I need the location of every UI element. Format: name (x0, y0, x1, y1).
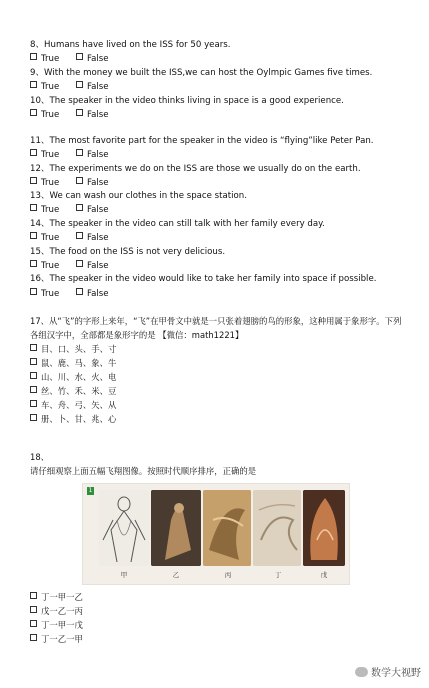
option-true[interactable]: True (30, 233, 59, 243)
q18-option-4[interactable]: 丁一乙一甲 (30, 634, 83, 645)
checkbox-icon (30, 149, 37, 156)
figure-badge: 1 (88, 487, 93, 494)
checkbox-icon (76, 109, 83, 116)
option-true[interactable]: True (30, 205, 59, 215)
option-false[interactable]: False (76, 110, 109, 120)
question-18-number: 18、 (30, 452, 50, 462)
option-false[interactable]: False (76, 261, 109, 271)
image-wu (303, 490, 345, 566)
question-17: 17、从“飞”的字形上来年，“飞”在甲骨文中就是一只张着翅膀的鸟的形象，这种用属于象形字。下列各组汉字中，全部都是象形字的是 【微信：math1221】 (30, 316, 402, 340)
tf-options-14 (30, 232, 123, 244)
q17-option-3[interactable]: 山、川、水、火、电 (30, 372, 116, 383)
relief-carving (203, 490, 251, 566)
question-13: 13、We can wash our clothes in the space station. (30, 191, 247, 201)
q17-option-1[interactable]: 目、口、头、手、寸 (30, 344, 116, 355)
tf-options-13 (30, 204, 123, 216)
feathered-figure-drawing (99, 490, 149, 566)
option-true[interactable]: True (30, 261, 59, 271)
tf-options-16 (30, 288, 123, 300)
q18-option-3[interactable]: 丁一甲一戊 (30, 620, 83, 631)
checkbox-icon (30, 414, 37, 421)
checkbox-icon (30, 372, 37, 379)
question-12: 12、The experiments we do on the ISS are those we usually do on the earth. (30, 164, 361, 174)
checkbox-icon (30, 344, 37, 351)
image-jia (99, 490, 149, 566)
mural-painting (253, 490, 301, 566)
option-false[interactable]: False (76, 82, 109, 92)
image-ding (253, 490, 301, 566)
tf-options-9 (30, 81, 123, 93)
question-14: 14、The speaker in the video can still talk with her family every day. (30, 219, 325, 229)
option-true[interactable]: True (30, 82, 59, 92)
checkbox-icon (30, 53, 37, 60)
option-false[interactable]: False (76, 178, 109, 188)
checkbox-icon (76, 149, 83, 156)
tf-options-12 (30, 177, 123, 189)
checkbox-icon (30, 81, 37, 88)
checkbox-icon (30, 634, 37, 641)
checkbox-icon (30, 177, 37, 184)
label-ding: 丁 (274, 571, 282, 579)
question-8: 8、Humans have lived on the ISS for 50 years. (30, 40, 231, 50)
question-16: 16、The speaker in the video would like to take her family into space if possible. (30, 274, 377, 284)
tf-options-15 (30, 260, 123, 272)
option-false[interactable]: False (76, 205, 109, 215)
option-true[interactable]: True (30, 150, 59, 160)
checkbox-icon (76, 232, 83, 239)
option-false[interactable]: False (76, 150, 109, 160)
question-11: 11、The most favorite part for the speaker in the video is “flying”like Peter Pan. (30, 136, 374, 146)
checkbox-icon (30, 232, 37, 239)
q17-option-2[interactable]: 鼠、鹿、马、象、牛 (30, 358, 116, 369)
question-9: 9、With the money we built the ISS,we can host the Oylmpic Games five times. (30, 68, 373, 78)
checkbox-icon (30, 592, 37, 599)
label-wu: 戊 (320, 571, 328, 579)
checkbox-icon (76, 177, 83, 184)
label-jia: 甲 (120, 571, 128, 579)
option-false[interactable]: False (76, 289, 109, 299)
tf-options-8 (30, 53, 123, 65)
checkbox-icon (76, 260, 83, 267)
sculpture-figure (151, 490, 201, 566)
question-15: 15、The food on the ISS is not very delicious. (30, 247, 226, 257)
checkbox-icon (30, 288, 37, 295)
checkbox-icon (30, 386, 37, 393)
option-false[interactable]: False (76, 54, 109, 64)
q17-option-6[interactable]: 册、卜、甘、兆、心 (30, 414, 116, 425)
checkbox-icon (30, 606, 37, 613)
checkbox-icon (30, 358, 37, 365)
q18-option-2[interactable]: 戊一乙一丙 (30, 606, 83, 617)
checkbox-icon (30, 400, 37, 407)
q18-option-1[interactable]: 丁一甲一乙 (30, 592, 83, 603)
ceramic-piece (303, 490, 345, 566)
label-yi: 乙 (172, 571, 180, 579)
option-true[interactable]: True (30, 54, 59, 64)
checkbox-icon (30, 260, 37, 267)
checkbox-icon (76, 81, 83, 88)
checkbox-icon (76, 53, 83, 60)
option-false[interactable]: False (76, 233, 109, 243)
tf-options-10 (30, 109, 123, 121)
q17-option-5[interactable]: 车、舟、弓、矢、从 (30, 400, 116, 411)
option-true[interactable]: True (30, 289, 59, 299)
checkbox-icon (76, 288, 83, 295)
image-yi (151, 490, 201, 566)
wechat-icon (355, 667, 368, 677)
checkbox-icon (30, 109, 37, 116)
label-bing: 丙 (224, 571, 232, 579)
question-18: 请仔细观察上面五幅飞翔图像。按照时代顺序排序，正确的是 (30, 466, 257, 476)
question-10: 10、The speaker in the video thinks living in space is a good experience. (30, 96, 344, 106)
checkbox-icon (30, 620, 37, 627)
tf-options-11 (30, 149, 123, 161)
flying-images-figure (82, 483, 350, 585)
option-true[interactable]: True (30, 110, 59, 120)
q17-option-4[interactable]: 丝、竹、禾、米、豆 (30, 386, 116, 397)
checkbox-icon (30, 204, 37, 211)
watermark: 数学大视野 (355, 664, 421, 679)
option-true[interactable]: True (30, 178, 59, 188)
image-bing (203, 490, 251, 566)
checkbox-icon (76, 204, 83, 211)
